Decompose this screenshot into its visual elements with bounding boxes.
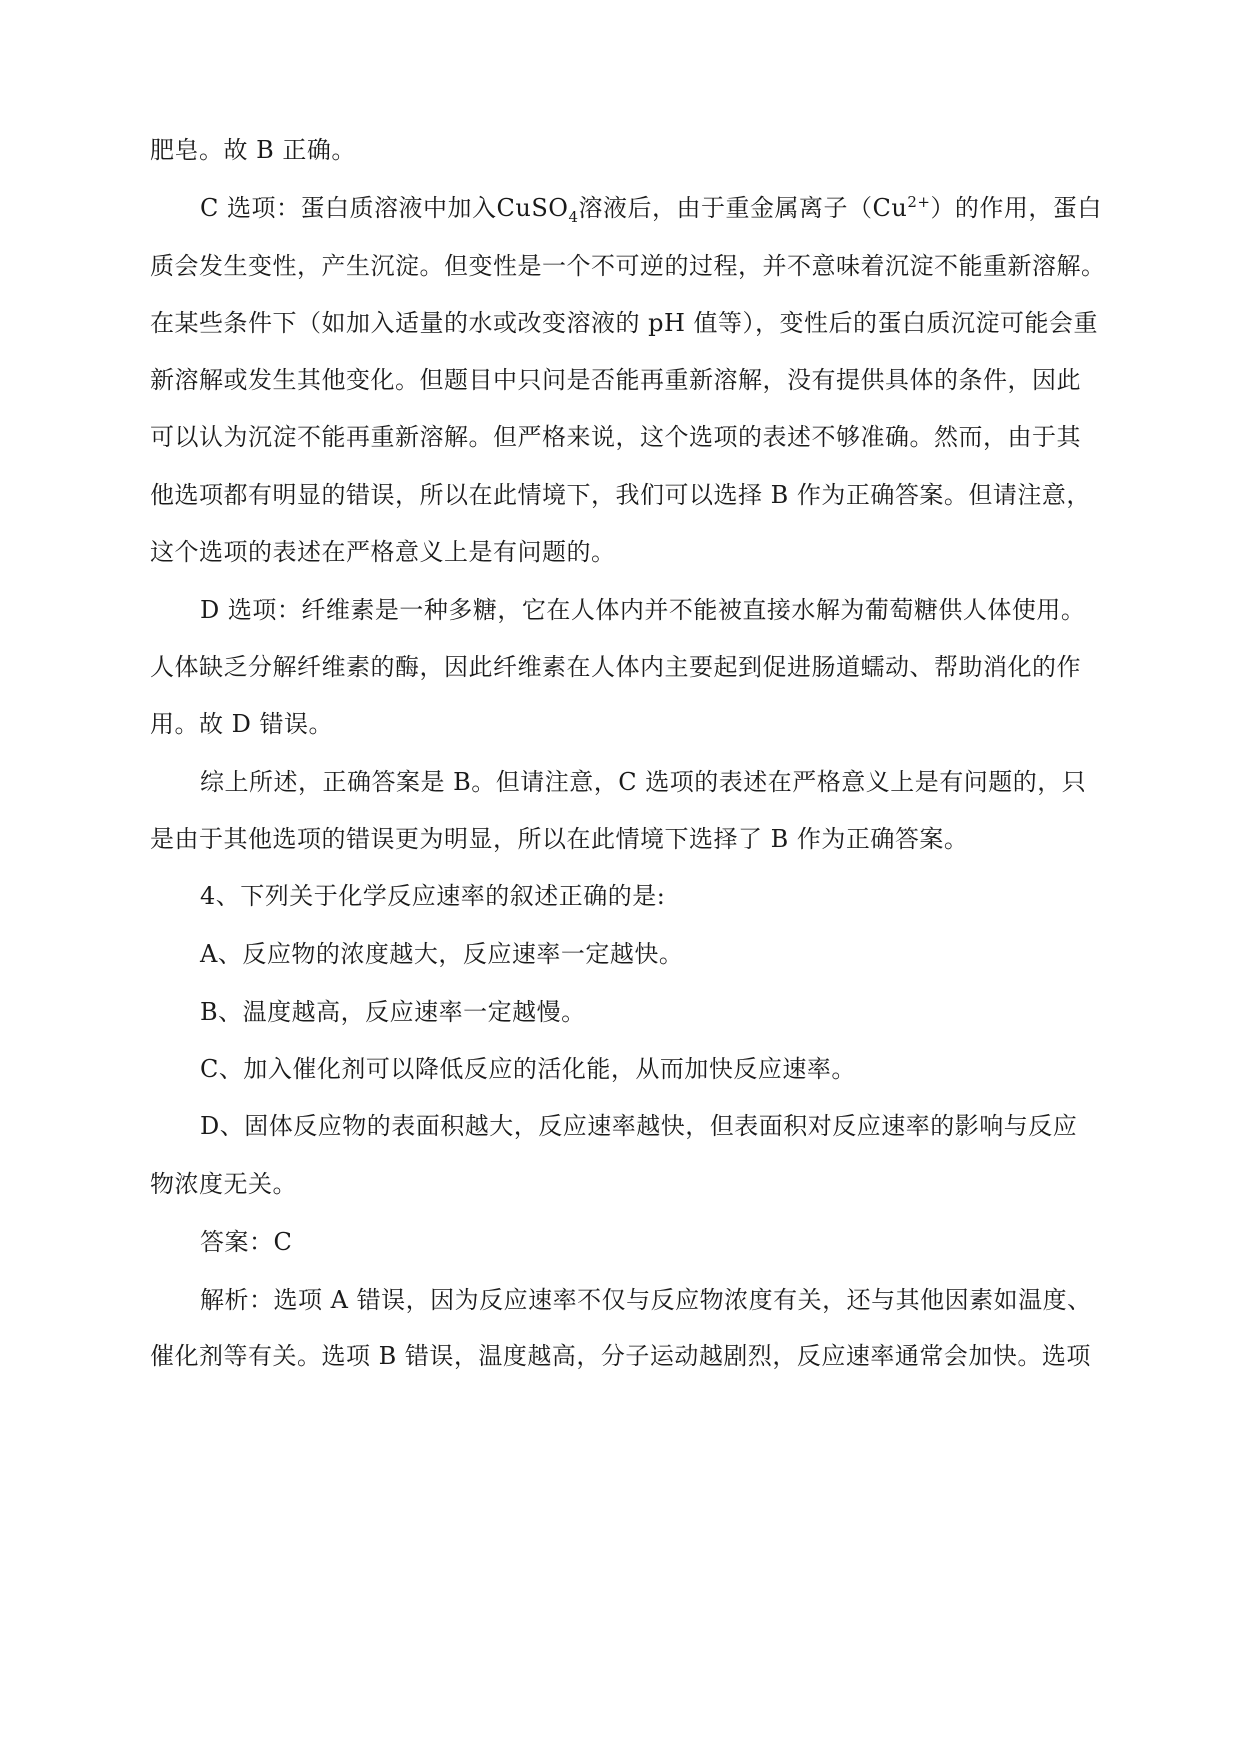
paragraph-line: 人体缺乏分解纤维素的酶，因此纤维素在人体内主要起到促进肠道蠕动、帮助消化的作 (150, 653, 1081, 681)
option-b: B、温度越高，反应速率一定越慢。 (200, 998, 586, 1026)
paragraph-line: D 选项：纤维素是一种多糖，它在人体内并不能被直接水解为葡萄糖供人体使用。 (200, 596, 1086, 624)
paragraph-line: 是由于其他选项的错误更为明显，所以在此情境下选择了 B 作为正确答案。 (150, 825, 969, 853)
paragraph-line: 可以认为沉淀不能再重新溶解。但严格来说，这个选项的表述不够准确。然而，由于其 (150, 423, 1081, 451)
paragraph-line: 在某些条件下（如加入适量的水或改变溶液的 pH 值等），变性后的蛋白质沉淀可能会重 (150, 309, 1099, 337)
analysis-line: 催化剂等有关。选项 B 错误，温度越高，分子运动越剧烈，反应速率通常会加快。选项 (150, 1342, 1091, 1370)
answer-line: 答案：C (200, 1228, 293, 1256)
option-d: D、固体反应物的表面积越大，反应速率越快，但表面积对反应速率的影响与反应 (200, 1112, 1078, 1140)
chemical-formula (496, 194, 579, 226)
option-c: C、加入催化剂可以降低反应的活化能，从而加快反应速率。 (200, 1055, 856, 1083)
paragraph-line: 他选项都有明显的错误，所以在此情境下，我们可以选择 B 作为正确答案。但请注意， (150, 481, 1091, 509)
paragraph-line: 质会发生变性，产生沉淀。但变性是一个不可逆的过程，并不意味着沉淀不能重新溶解。 (150, 252, 1106, 280)
text-segment: 溶液后，由于重金属离子（Cu (578, 194, 908, 222)
paragraph-line: 综上所述，正确答案是 B。但请注意，C 选项的表述在严格意义上是有问题的，只 (200, 768, 1087, 796)
text-segment: ）的作用，蛋白 (930, 194, 1102, 222)
paragraph-line-with-formula (200, 192, 1102, 224)
formula-main: CuSO (496, 194, 569, 222)
paragraph-line: 这个选项的表述在严格意义上是有问题的。 (150, 538, 616, 566)
ion-charge-superscript: 2+ (907, 193, 931, 211)
paragraph-line: 新溶解或发生其他变化。但题目中只问是否能再重新溶解，没有提供具体的条件，因此 (150, 366, 1081, 394)
text-segment: C 选项：蛋白质溶液中加入 (200, 194, 497, 222)
option-a: A、反应物的浓度越大，反应速率一定越快。 (200, 940, 684, 968)
formula-subscript: 4 (568, 207, 579, 226)
paragraph-line: 肥皂。故 B 正确。 (150, 136, 356, 164)
question-stem: 4、下列关于化学反应速率的叙述正确的是: (200, 882, 666, 910)
analysis-line: 解析：选项 A 错误，因为反应速率不仅与反应物浓度有关，还与其他因素如温度、 (200, 1286, 1092, 1314)
option-d-continued: 物浓度无关。 (150, 1170, 297, 1198)
paragraph-line: 用。故 D 错误。 (150, 710, 333, 738)
